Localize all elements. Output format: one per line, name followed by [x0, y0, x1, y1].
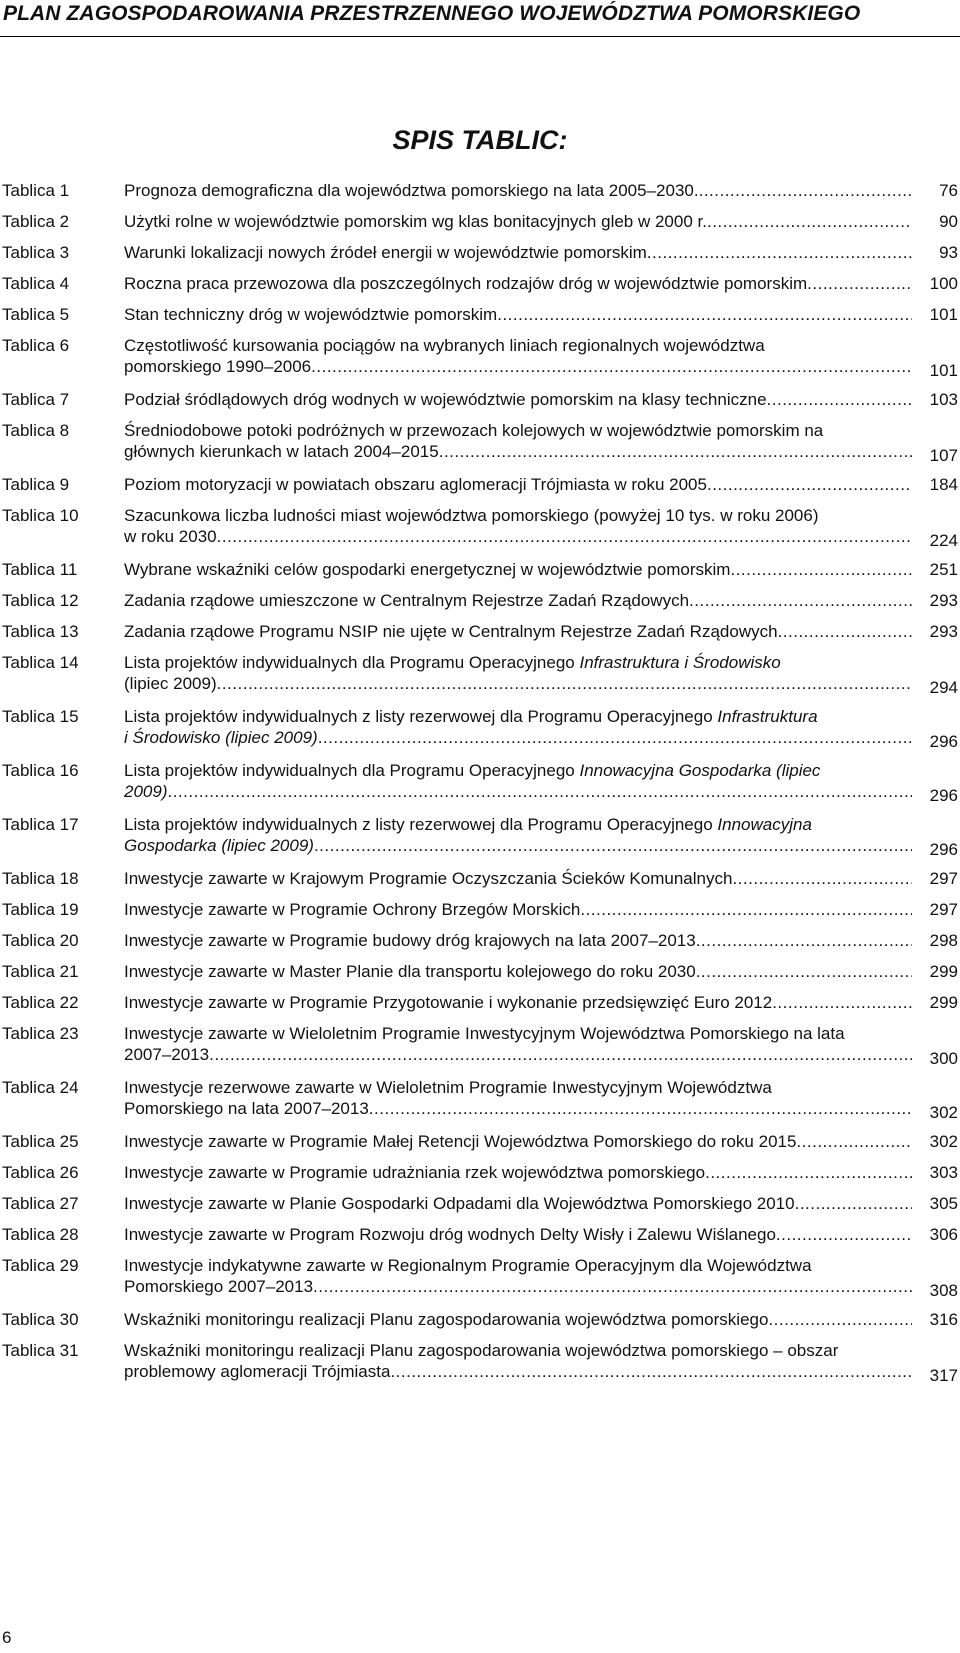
toc-entry[interactable]: [0, 706, 960, 752]
toc-entry-title: Średniodobowe potoki podróżnych w przewozach kolejowych w województwie pomorskim na głównych kierunkach w latach 2004–2015 .....: [124, 420, 912, 466]
toc-entry-label: Tablica 9: [2, 475, 70, 494]
toc-entry[interactable]: [0, 474, 960, 495]
toc-entry-page: 305: [929, 1194, 958, 1213]
toc-entry-title: Inwestycje zawarte w Programie budowy dróg krajowych na lata 2007–2013 .....: [124, 930, 912, 951]
toc-entry-title: Wskaźniki monitoringu realizacji Planu zagospodarowania województwa pomorskiego .....: [124, 1309, 912, 1330]
dot-leader: [705, 1162, 912, 1183]
dot-leader: [795, 1193, 912, 1214]
toc-entry-page: 101: [929, 361, 958, 380]
toc-entry[interactable]: [0, 242, 960, 263]
toc-entry-page: 101: [929, 305, 958, 324]
dot-leader: [707, 211, 912, 232]
toc-entry-page: 107: [929, 446, 958, 465]
dot-leader: [647, 242, 912, 263]
toc-entry-title: Inwestycje zawarte w Master Planie dla transportu kolejowego do roku 2030 .....: [124, 961, 912, 982]
toc-entry-title: Wybrane wskaźniki celów gospodarki energetycznej w województwie pomorskim .....: [124, 559, 912, 580]
toc-entry[interactable]: [0, 1023, 960, 1069]
toc-entry[interactable]: [0, 335, 960, 381]
dot-leader: [311, 356, 912, 377]
toc-entry-title: Inwestycje rezerwowe zawarte w Wieloletnim Programie Inwestycyjnym Województwa Pomorskiego na lata 2007–2013 .....: [124, 1077, 912, 1123]
toc-entry-label: Tablica 6: [2, 336, 70, 355]
dot-leader: [796, 1131, 912, 1152]
toc-entry-page: 303: [929, 1163, 958, 1182]
toc-entry-title: Inwestycje zawarte w Programie Ochrony Brzegów Morskich .....: [124, 899, 912, 920]
dot-leader: [699, 180, 912, 201]
toc-entry-label: Tablica 4: [2, 274, 70, 293]
toc-entry[interactable]: [0, 760, 960, 806]
dot-leader: [390, 1361, 912, 1382]
toc-entry[interactable]: [0, 1309, 960, 1330]
dot-leader: [767, 389, 912, 410]
toc-entry-title: Inwestycje zawarte w Wieloletnim Programie Inwestycyjnym Województwa Pomorskiego na lata 2007–2013 .....: [124, 1023, 912, 1069]
toc-entry-label: Tablica 14: [2, 653, 79, 672]
toc-entry-page: 300: [929, 1049, 958, 1068]
dot-leader: [167, 781, 912, 802]
toc-entry-page: 296: [929, 786, 958, 805]
toc-entry-title: Roczna praca przewozowa dla poszczególnych rodzajów dróg w województwie pomorskim .....: [124, 273, 912, 294]
toc-entry-page: 293: [929, 622, 958, 641]
table-of-contents: [0, 180, 960, 1394]
toc-entry-page: 297: [929, 869, 958, 888]
dot-leader: [217, 526, 912, 547]
toc-entry-title: Podział śródlądowych dróg wodnych w województwie pomorskim na klasy techniczne .....: [124, 389, 912, 410]
toc-entry-title: Zadania rządowe Programu NSIP nie ujęte w Centralnym Rejestrze Zadań Rządowych .....: [124, 621, 912, 642]
toc-entry-page: 90: [939, 212, 958, 231]
toc-entry-page: 93: [939, 243, 958, 262]
toc-entry-label: Tablica 26: [2, 1163, 79, 1182]
dot-leader: [807, 273, 912, 294]
toc-entry-label: Tablica 2: [2, 212, 70, 231]
dot-leader: [217, 673, 912, 694]
toc-entry-label: Tablica 7: [2, 390, 70, 409]
dot-leader: [778, 621, 912, 642]
toc-entry-page: 224: [929, 531, 958, 550]
toc-entry-label: Tablica 24: [2, 1078, 79, 1097]
header-title: PLAN ZAGOSPODAROWANIA PRZESTRZENNEGO WOJEWÓDZTWA POMORSKIEGO: [3, 2, 861, 25]
toc-entry-page: 296: [929, 732, 958, 751]
toc-entry[interactable]: [0, 1162, 960, 1183]
toc-entry-page: 298: [929, 931, 958, 950]
toc-entry[interactable]: [0, 868, 960, 889]
dot-leader: [768, 1309, 912, 1330]
toc-entry-page: 308: [929, 1281, 958, 1300]
toc-entry-title: Warunki lokalizacji nowych źródeł energii w województwie pomorskim .....: [124, 242, 912, 263]
toc-entry[interactable]: [0, 590, 960, 611]
toc-entry-page: 293: [929, 591, 958, 610]
toc-entry[interactable]: [0, 180, 960, 201]
toc-entry-title: Inwestycje zawarte w Programie udrażniania rzek województwa pomorskiego .....: [124, 1162, 912, 1183]
toc-entry[interactable]: [0, 1255, 960, 1301]
page-header: [0, 0, 960, 37]
toc-entry-page: 76: [939, 181, 958, 200]
toc-entry-page: 317: [929, 1366, 958, 1385]
toc-entry-label: Tablica 12: [2, 591, 79, 610]
toc-entry-title: Prognoza demograficzna dla województwa pomorskiego na lata 2005–2030. .....: [124, 180, 912, 201]
dot-leader: [580, 899, 912, 920]
toc-entry-label: Tablica 27: [2, 1194, 79, 1213]
toc-entry-label: Tablica 20: [2, 931, 79, 950]
dot-leader: [689, 590, 912, 611]
toc-entry-label: Tablica 5: [2, 305, 70, 324]
dot-leader: [369, 1098, 912, 1119]
dot-leader: [318, 727, 912, 748]
toc-entry-title: Lista projektów indywidualnych z listy rezerwowej dla Programu Operacyjnego Innowacyjna Gospodarka (lipiec 2009) .....: [124, 814, 912, 860]
toc-entry-label: Tablica 30: [2, 1310, 79, 1329]
toc-entry[interactable]: [0, 505, 960, 551]
toc-entry[interactable]: [0, 621, 960, 642]
toc-entry[interactable]: [0, 1224, 960, 1245]
toc-entry-title: Inwestycje zawarte w Krajowym Programie Oczyszczania Ścieków Komunalnych .....: [124, 868, 912, 889]
toc-entry-page: 100: [929, 274, 958, 293]
toc-entry-title: Poziom motoryzacji w powiatach obszaru aglomeracji Trójmiasta w roku 2005 .....: [124, 474, 912, 495]
toc-entry[interactable]: [0, 389, 960, 410]
toc-entry[interactable]: [0, 273, 960, 294]
toc-entry-title: Szacunkowa liczba ludności miast województwa pomorskiego (powyżej 10 tys. w roku 2006) w roku 2030 .....: [124, 505, 912, 551]
toc-entry[interactable]: [0, 961, 960, 982]
toc-entry-label: Tablica 13: [2, 622, 79, 641]
dot-leader: [730, 559, 912, 580]
toc-entry-label: Tablica 19: [2, 900, 79, 919]
dot-leader: [772, 992, 912, 1013]
toc-entry-title: Inwestycje zawarte w Program Rozwoju dróg wodnych Delty Wisły i Zalewu Wiślanego .....: [124, 1224, 912, 1245]
dot-leader: [696, 961, 912, 982]
toc-entry-title: Lista projektów indywidualnych dla Programu Operacyjnego Infrastruktura i Środowisko (lipiec 2009) .....: [124, 652, 912, 698]
toc-title: SPIS TABLIC:: [392, 125, 568, 155]
toc-entry[interactable]: [0, 211, 960, 232]
toc-entry-page: 306: [929, 1225, 958, 1244]
dot-leader: [314, 835, 912, 856]
toc-entry-label: Tablica 28: [2, 1225, 79, 1244]
toc-entry[interactable]: [0, 1131, 960, 1152]
toc-entry-page: 299: [929, 962, 958, 981]
toc-entry-page: 294: [929, 678, 958, 697]
toc-entry-label: Tablica 11: [2, 560, 78, 579]
toc-entry-title: Stan techniczny dróg w województwie pomorskim .....: [124, 304, 912, 325]
toc-entry-title: Inwestycje zawarte w Programie Przygotowanie i wykonanie przedsięwzięć Euro 2012 .....: [124, 992, 912, 1013]
page-number: 6: [2, 1628, 12, 1647]
toc-entry-page: 297: [929, 900, 958, 919]
toc-entry-label: Tablica 1: [2, 181, 70, 200]
toc-entry-title: Zadania rządowe umieszczone w Centralnym Rejestrze Zadań Rządowych .....: [124, 590, 912, 611]
dot-leader: [696, 930, 912, 951]
toc-entry-title: Częstotliwość kursowania pociągów na wybranych liniach regionalnych województwa pomorskiego 1990–2006 .....: [124, 335, 912, 381]
dot-leader: [439, 441, 912, 462]
toc-entry-title: Użytki rolne w województwie pomorskim wg klas bonitacyjnych gleb w 2000 r. .....: [124, 211, 912, 232]
dot-leader: [497, 304, 912, 325]
toc-entry[interactable]: [0, 930, 960, 951]
toc-entry-page: 103: [929, 390, 958, 409]
toc-entry[interactable]: [0, 814, 960, 860]
toc-entry-label: Tablica 10: [2, 506, 79, 525]
toc-entry-label: Tablica 17: [2, 815, 79, 834]
toc-entry-label: Tablica 22: [2, 993, 79, 1012]
toc-entry-label: Tablica 15: [2, 707, 79, 726]
toc-entry[interactable]: [0, 420, 960, 466]
dot-leader: [209, 1044, 912, 1065]
toc-entry-label: Tablica 16: [2, 761, 79, 780]
toc-entry[interactable]: [0, 1340, 960, 1386]
toc-entry[interactable]: [0, 1193, 960, 1214]
toc-entry[interactable]: [0, 652, 960, 698]
toc-entry-page: 316: [929, 1310, 958, 1329]
toc-entry-page: 251: [929, 560, 958, 579]
dot-leader: [707, 474, 912, 495]
toc-entry-label: Tablica 8: [2, 421, 70, 440]
toc-entry-label: Tablica 25: [2, 1132, 79, 1151]
toc-entry-title: Inwestycje zawarte w Programie Małej Retencji Województwa Pomorskiego do roku 2015 .....: [124, 1131, 912, 1152]
toc-entry-page: 302: [929, 1103, 958, 1122]
toc-entry[interactable]: [0, 899, 960, 920]
toc-entry[interactable]: [0, 1077, 960, 1123]
toc-entry-label: Tablica 31: [2, 1341, 79, 1360]
toc-entry-label: Tablica 18: [2, 869, 79, 888]
toc-entry-title: Lista projektów indywidualnych dla Programu Operacyjnego Innowacyjna Gospodarka (lipiec 2009) .....: [124, 760, 912, 806]
toc-entry-page: 302: [929, 1132, 958, 1151]
toc-entry-title: Inwestycje zawarte w Planie Gospodarki Odpadami dla Województwa Pomorskiego 2010 .....: [124, 1193, 912, 1214]
toc-entry-page: 299: [929, 993, 958, 1012]
dot-leader: [313, 1276, 912, 1297]
toc-entry-page: 296: [929, 840, 958, 859]
dot-leader: [732, 868, 912, 889]
dot-leader: [776, 1224, 912, 1245]
toc-entry-page: 184: [929, 475, 958, 494]
toc-entry-title: Lista projektów indywidualnych z listy rezerwowej dla Programu Operacyjnego Infrastruktura i Środowisko (lipiec 2009) .....: [124, 706, 912, 752]
toc-entry-title: Wskaźniki monitoringu realizacji Planu zagospodarowania województwa pomorskiego – obszar problemowy aglomeracji Trójmiasta .....: [124, 1340, 912, 1386]
toc-entry-title: Inwestycje indykatywne zawarte w Regionalnym Programie Operacyjnym dla Województwa Pomorskiego 2007–2013 .....: [124, 1255, 912, 1301]
toc-entry-label: Tablica 21: [2, 962, 79, 981]
toc-entry[interactable]: [0, 559, 960, 580]
toc-entry-label: Tablica 29: [2, 1256, 79, 1275]
toc-entry-label: Tablica 3: [2, 243, 70, 262]
toc-entry-label: Tablica 23: [2, 1024, 79, 1043]
toc-entry[interactable]: [0, 992, 960, 1013]
toc-entry[interactable]: [0, 304, 960, 325]
